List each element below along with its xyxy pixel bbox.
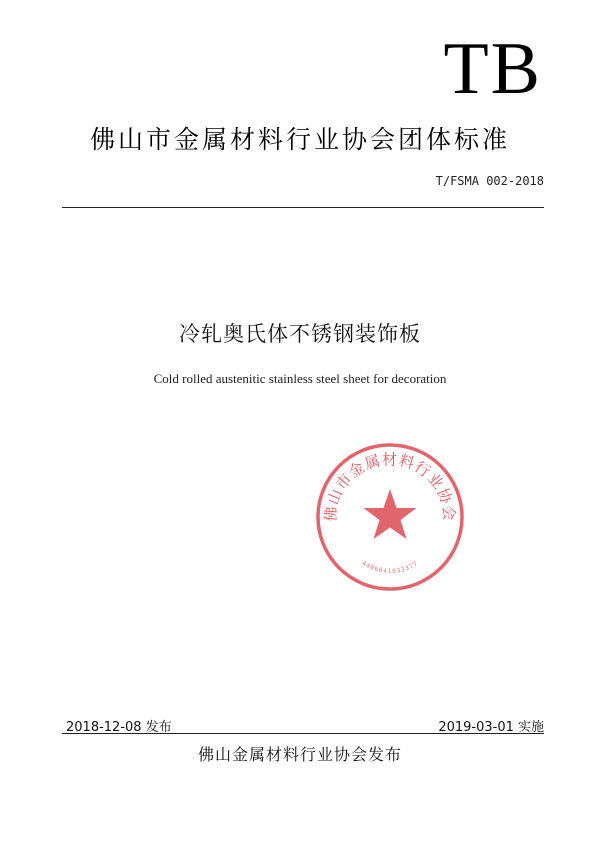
official-seal-stamp — [310, 437, 470, 597]
standard-type-mark: TB — [443, 28, 542, 110]
implementation-date: 2019-03-01 实施 — [438, 720, 544, 735]
document-title-english: Cold rolled austenitic stainless steel sheet for decoration — [153, 371, 447, 386]
document-title-chinese: 冷轧奥氏体不锈钢装饰板 — [179, 322, 421, 346]
publisher-line: 佛山金属材料行业协会发布 — [197, 745, 402, 764]
organization-standard-title: 佛山市金属材料行业协会团体标准 — [89, 125, 510, 154]
standard-number: T/FSMA 002-2018 — [435, 174, 544, 188]
footer-divider — [62, 733, 544, 734]
seal-star-icon — [364, 489, 417, 539]
seal-serial-number: 4406041033377 — [360, 559, 420, 575]
header-divider — [62, 207, 544, 208]
release-date: 2018-12-08 发布 — [66, 720, 172, 735]
seal-arc-text: 佛山市金属材料行业协会 — [321, 450, 459, 523]
